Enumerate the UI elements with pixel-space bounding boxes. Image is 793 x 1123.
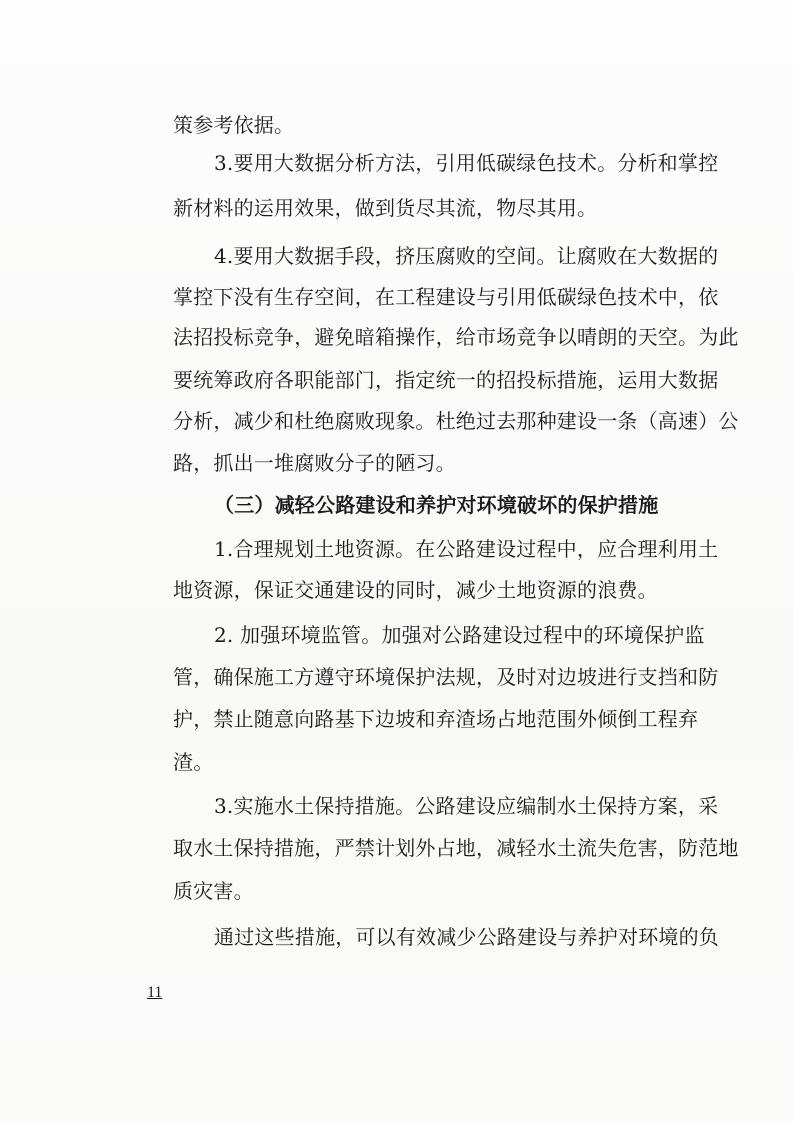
- paragraph-line: 1.合理规划土地资源。在公路建设过程中，应合理利用土: [214, 537, 719, 561]
- paragraph-line: 质灾害。: [173, 879, 254, 903]
- paragraph-line: 4.要用大数据手段，挤压腐败的空间。让腐败在大数据的: [214, 244, 719, 268]
- paragraph-line: 掌控下没有生存空间，在工程建设与引用低碳绿色技术中，依: [173, 285, 719, 309]
- paragraph-line: 通过这些措施，可以有效减少公路建设与养护对环境的负: [214, 925, 719, 949]
- paragraph-line: 取水土保持措施，严禁计划外占地，减轻水土流失危害，防范地: [173, 836, 739, 860]
- paragraph-line: 护，禁止随意向路基下边坡和弃渣场占地范围外倾倒工程弃: [173, 707, 699, 731]
- paragraph-line: 管，确保施工方遵守环境保护法规，及时对边坡进行支挡和防: [173, 665, 719, 689]
- section-heading: （三）减轻公路建设和养护对环境破坏的保护措施: [214, 493, 659, 517]
- paragraph-line: 3.实施水土保持措施。公路建设应编制水土保持方案，采: [214, 794, 719, 818]
- paragraph-line: 2. 加强环境监管。加强对公路建设过程中的环境保护监: [214, 623, 705, 647]
- paragraph-line: 3.要用大数据分析方法，引用低碳绿色技术。分析和掌控: [214, 151, 719, 175]
- paragraph-line: 策参考依据。: [173, 113, 295, 137]
- paragraph-line: 分析，减少和杜绝腐败现象。杜绝过去那种建设一条（高速）公: [173, 409, 739, 433]
- page-number: 11: [147, 984, 163, 1001]
- paragraph-line: 渣。: [173, 750, 214, 774]
- paragraph-line: 要统筹政府各职能部门，指定统一的招投标措施，运用大数据: [173, 368, 719, 392]
- paragraph-line: 新材料的运用效果，做到货尽其流，物尽其用。: [173, 196, 598, 220]
- paragraph-line: 路，抓出一堆腐败分子的陋习。: [173, 451, 456, 475]
- paragraph-line: 地资源，保证交通建设的同时，减少土地资源的浪费。: [173, 578, 658, 602]
- paragraph-line: 法招投标竞争，避免暗箱操作，给市场竞争以晴朗的天空。为此: [173, 325, 739, 349]
